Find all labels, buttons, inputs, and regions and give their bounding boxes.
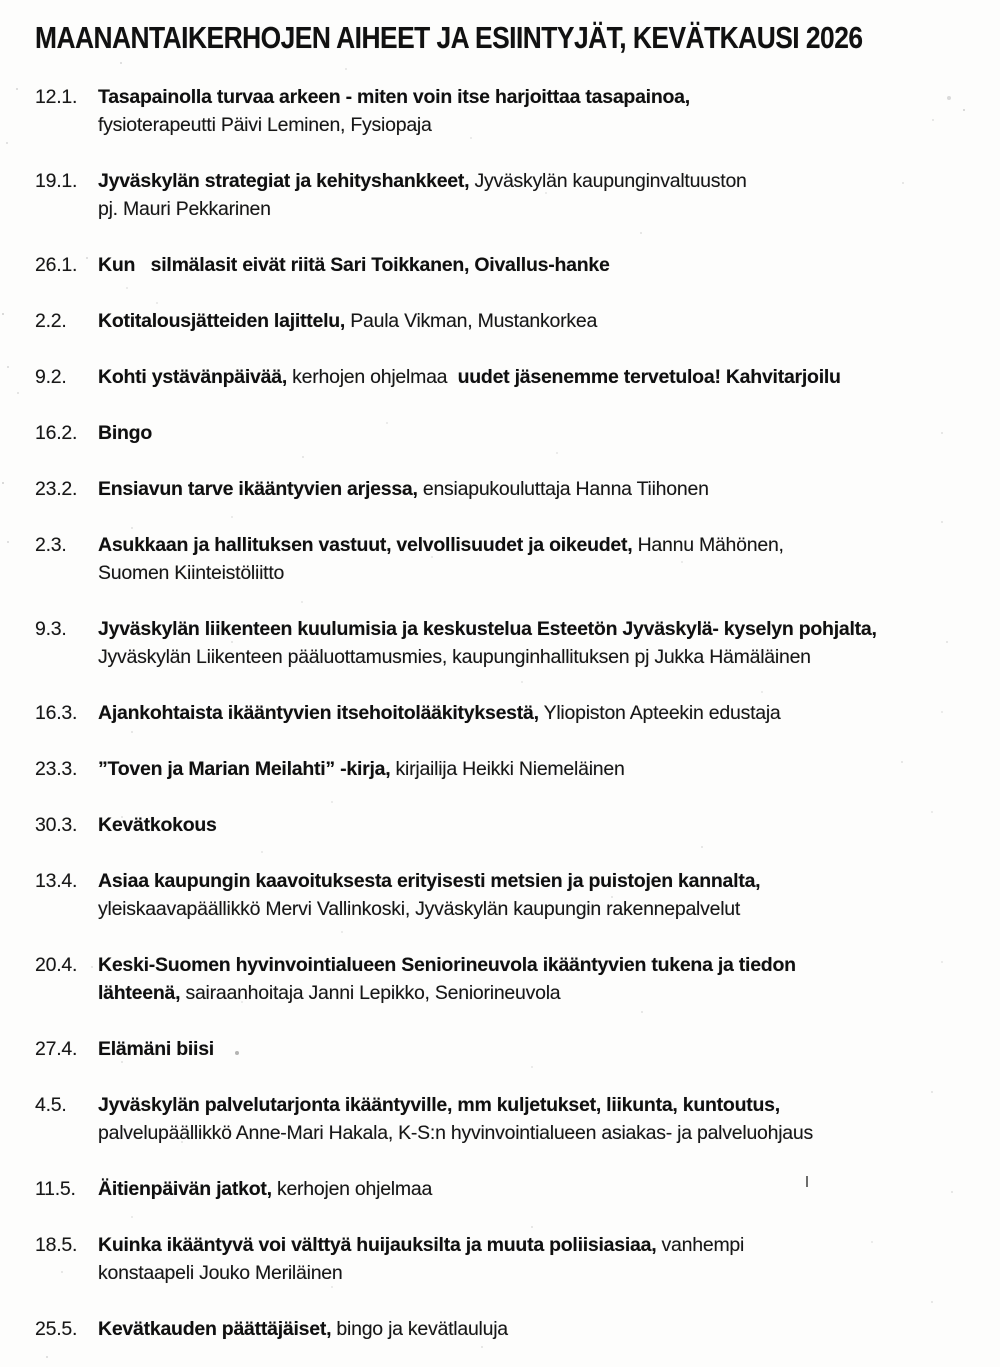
- topic-text: Kevätkokous: [98, 814, 217, 836]
- topic-text: Jyväskylän palvelutarjonta ikääntyville, mm kuljetukset, liikunta, kuntoutus,: [98, 1094, 780, 1116]
- entry-content: [98, 755, 975, 783]
- presenter-text: Paula Vikman, Mustankorkea: [345, 310, 598, 332]
- agenda-entry: [35, 1175, 975, 1203]
- entry-line: [98, 195, 975, 223]
- agenda-entry: [35, 307, 975, 335]
- topic-text: Asukkaan ja hallituksen vastuut, velvollisuudet ja oikeudet,: [98, 534, 633, 556]
- topic-text: Kotitalousjätteiden lajittelu,: [98, 310, 346, 332]
- entry-content: [98, 615, 975, 671]
- presenter-text: yleiskaavapäällikkö Mervi Vallinkoski, Jyväskylän kaupungin rakennepalvelut: [98, 898, 741, 920]
- topic-text: Bingo: [98, 422, 152, 444]
- entry-line: [98, 83, 975, 111]
- agenda-entry: [35, 811, 975, 839]
- entry-line: [98, 363, 975, 391]
- entry-line: [98, 615, 975, 643]
- presenter-text: Hannu Mähönen,: [632, 534, 784, 556]
- presenter-text: fysioterapeutti Päivi Leminen, Fysiopaja: [98, 114, 432, 136]
- entry-date: 16.2.: [35, 422, 78, 444]
- entry-content: [98, 475, 975, 503]
- entry-date: 19.1.: [35, 170, 78, 192]
- presenter-text: Jyväskylän Liikenteen pääluottamusmies, kaupunginhallituksen pj Jukka Hämäläinen: [98, 646, 811, 668]
- entry-content: [98, 167, 975, 223]
- entry-line: [98, 699, 975, 727]
- entry-line: [98, 895, 975, 923]
- agenda-entry: [35, 363, 975, 391]
- entry-line: [98, 251, 975, 279]
- entry-date: 11.5.: [35, 1178, 76, 1200]
- entry-line: [98, 1119, 975, 1147]
- entry-date: 27.4.: [35, 1038, 78, 1060]
- presenter-text: pj. Mauri Pekkarinen: [98, 198, 271, 220]
- agenda-entry: [35, 755, 975, 783]
- topic-text: Jyväskylän strategiat ja kehityshankkeet,: [98, 170, 470, 192]
- entry-line: [98, 755, 975, 783]
- presenter-text: konstaapeli Jouko Meriläinen: [98, 1262, 343, 1284]
- presenter-text: kerhojen ohjelmaa: [287, 366, 453, 388]
- topic-text: Äitienpäivän jatkot,: [98, 1178, 272, 1200]
- agenda-entry: [35, 867, 975, 923]
- entry-content: [98, 83, 975, 139]
- topic-text: Ajankohtaista ikääntyvien itsehoitolääkityksestä,: [98, 702, 539, 724]
- entry-date: 16.3.: [35, 702, 78, 724]
- entry-date: 23.2.: [35, 478, 78, 500]
- entry-line: [98, 1259, 975, 1287]
- agenda-entry: [35, 1091, 975, 1147]
- entry-line: [98, 419, 975, 447]
- entry-content: [98, 363, 975, 391]
- entry-date: 18.5.: [35, 1234, 78, 1256]
- document-title: MAANANTAIKERHOJEN AIHEET JA ESIINTYJÄT, KEVÄTKAUSI 2026: [35, 20, 863, 55]
- entry-date: 9.3.: [35, 618, 67, 640]
- presenter-text: palvelupäällikkö Anne-Mari Hakala, K-S:n hyvinvointialueen asiakas- ja palveluohjaus: [98, 1122, 814, 1144]
- presenter-text: bingo ja kevätlauluja: [331, 1318, 508, 1340]
- entry-date: 13.4.: [35, 870, 78, 892]
- entry-content: [98, 1231, 975, 1287]
- entry-date: 23.3.: [35, 758, 78, 780]
- agenda-entry: [35, 951, 975, 1007]
- entry-line: [98, 1035, 975, 1063]
- entry-content: [98, 699, 975, 727]
- presenter-text: Jyväskylän kaupunginvaltuuston: [469, 170, 747, 192]
- presenter-text: sairaanhoitaja Janni Lepikko, Seniorineuvola: [180, 982, 561, 1004]
- entry-date: 9.2.: [35, 366, 67, 388]
- topic-text: uudet jäsenemme tervetuloa! Kahvitarjoilu: [452, 366, 841, 388]
- entry-content: [98, 307, 975, 335]
- topic-text: Kun silmälasit eivät riitä Sari Toikkanen, Oivallus-hanke: [98, 254, 610, 276]
- entry-line: [98, 559, 975, 587]
- entry-line: [98, 531, 975, 559]
- entry-date: 2.3.: [35, 534, 67, 556]
- agenda-entry: [35, 1315, 975, 1343]
- entry-date: 25.5.: [35, 1318, 78, 1340]
- topic-text: Ensiavun tarve ikääntyvien arjessa,: [98, 478, 418, 500]
- topic-text: Kevätkauden päättäjäiset,: [98, 1318, 332, 1340]
- topic-text: Jyväskylän liikenteen kuulumisia ja keskustelua Esteetön Jyväskylä- kyselyn pohjalta,: [98, 618, 877, 640]
- topic-text: Elämäni biisi: [98, 1038, 214, 1060]
- entry-line: [98, 1315, 975, 1343]
- entry-line: [98, 307, 975, 335]
- presenter-text: ensiapukouluttaja Hanna Tiihonen: [417, 478, 709, 500]
- agenda-list: [35, 83, 975, 1343]
- agenda-entry: [35, 531, 975, 587]
- agenda-entry: [35, 1231, 975, 1287]
- entry-content: [98, 1175, 975, 1203]
- entry-date: 4.5.: [35, 1094, 67, 1116]
- presenter-text: Yliopiston Apteekin edustaja: [538, 702, 781, 724]
- agenda-entry: [35, 699, 975, 727]
- agenda-entry: [35, 1035, 975, 1063]
- entry-content: [98, 811, 975, 839]
- entry-content: [98, 1091, 975, 1147]
- entry-content: [98, 251, 975, 279]
- entry-line: [98, 1175, 975, 1203]
- entry-line: [98, 643, 975, 671]
- entry-line: [98, 111, 975, 139]
- presenter-text: kerhojen ohjelmaa: [271, 1178, 433, 1200]
- entry-content: [98, 419, 975, 447]
- entry-date: 26.1.: [35, 254, 78, 276]
- entry-line: [98, 167, 975, 195]
- entry-date: 20.4.: [35, 954, 78, 976]
- topic-text: ”Toven ja Marian Meilahti” -kirja,: [98, 758, 391, 780]
- entry-content: [98, 1315, 975, 1343]
- topic-text: Kuinka ikääntyvä voi välttyä huijauksilta ja muuta poliisiasiaa,: [98, 1234, 657, 1256]
- entry-date: 30.3.: [35, 814, 78, 836]
- entry-content: [98, 867, 975, 923]
- entry-line: [98, 867, 975, 895]
- entry-line: [98, 1091, 975, 1119]
- entry-date: 12.1.: [35, 86, 78, 108]
- agenda-entry: [35, 83, 975, 139]
- entry-line: [98, 951, 975, 979]
- topic-text: Kohti ystävänpäivää,: [98, 366, 287, 388]
- entry-content: [98, 1035, 975, 1063]
- presenter-text: Suomen Kiinteistöliitto: [98, 562, 285, 584]
- entry-line: [98, 979, 975, 1007]
- agenda-entry: [35, 251, 975, 279]
- entry-line: [98, 475, 975, 503]
- presenter-text: kirjailija Heikki Niemeläinen: [390, 758, 625, 780]
- agenda-entry: [35, 475, 975, 503]
- agenda-entry: [35, 419, 975, 447]
- entry-content: [98, 531, 975, 587]
- entry-line: [98, 1231, 975, 1259]
- entry-line: [98, 811, 975, 839]
- topic-text: Keski-Suomen hyvinvointialueen Seniorineuvola ikääntyvien tukena ja tiedon: [98, 954, 796, 976]
- entry-content: [98, 951, 975, 1007]
- presenter-text: vanhempi: [656, 1234, 745, 1256]
- entry-date: 2.2.: [35, 310, 67, 332]
- agenda-entry: [35, 167, 975, 223]
- topic-text: Tasapainolla turvaa arkeen - miten voin itse harjoittaa tasapainoa,: [98, 86, 690, 108]
- agenda-entry: [35, 615, 975, 671]
- topic-text: lähteenä,: [98, 982, 181, 1004]
- topic-text: Asiaa kaupungin kaavoituksesta erityisesti metsien ja puistojen kannalta,: [98, 870, 761, 892]
